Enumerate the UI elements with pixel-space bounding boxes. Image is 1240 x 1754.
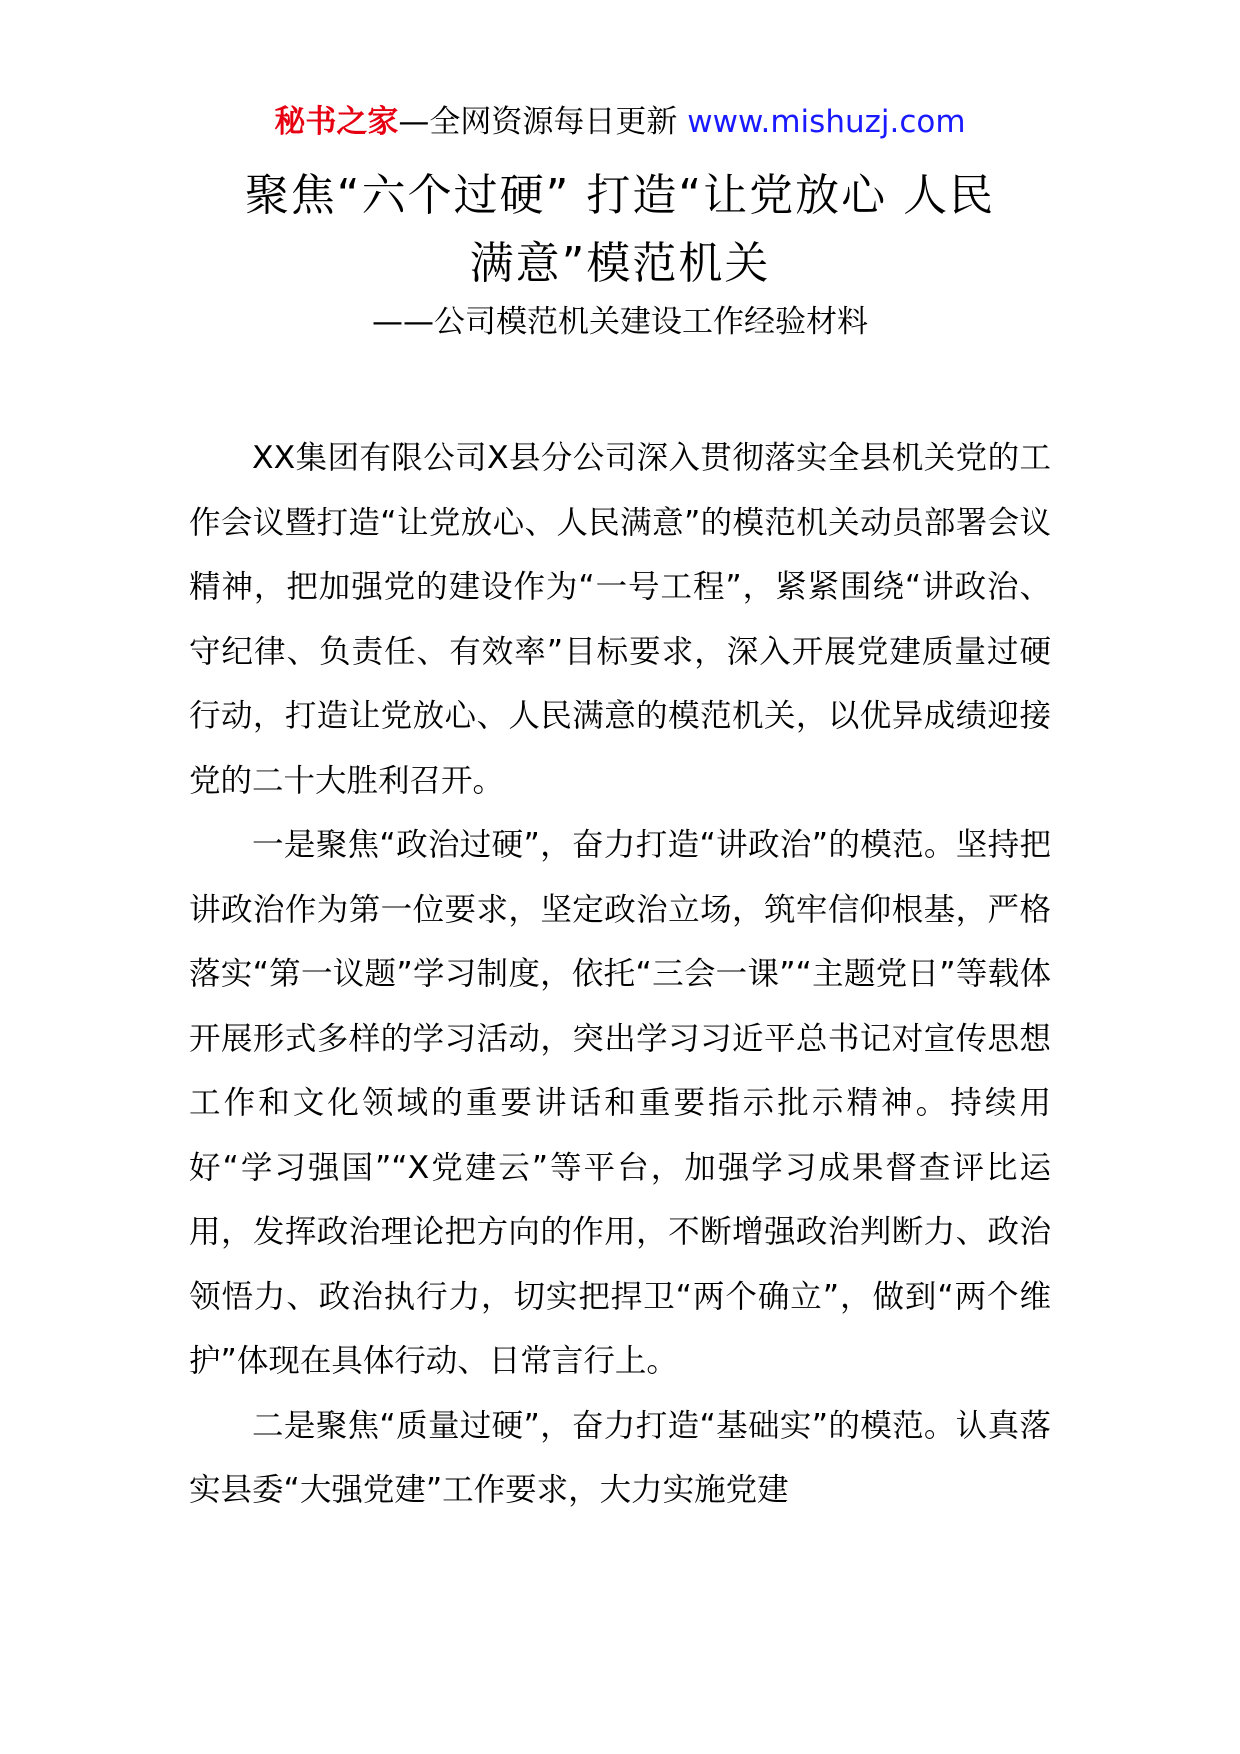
title-line-2: 满意”模范机关 <box>469 238 771 289</box>
document-subtitle: ——公司模范机关建设工作经验材料 <box>372 304 868 340</box>
brand-tagline: —全网资源每日更新 <box>398 104 688 140</box>
body-paragraph-political: 一是聚焦“政治过硬”，奋力打造“讲政治”的模范。坚持把讲政治作为第一位要求，坚定政治立场，筑牢信仰根基，严格落实“第一议题”学习制度，依托“三会一课”“主题党日”等载体开展形式多样的学习活动，突出学习习近平总书记对宣传思想工作和文化领域的重要讲话和重要指示批示精神。持续用好“学习强国”“X党建云”等平台，加强学习成果督查评比运用，发挥政治理论把方向的作用，不断增强政治判断力、政治领悟力、政治执行力，切实把捍卫“两个确立”，做到“两个维护”体现在具体行动、日常言行上。 <box>189 827 1051 1379</box>
body-paragraph-quality: 二是聚焦“质量过硬”，奋力打造“基础实”的模范。认真落实县委“大强党建”工作要求，大力实施党建 <box>189 1407 1051 1508</box>
brand-name: 秘书之家 <box>274 104 399 140</box>
site-url-link[interactable]: www.mishuzj.com <box>687 104 966 140</box>
document-title <box>150 162 1090 298</box>
title-line-1: 聚焦“六个过硬” 打造“让党放心 人民 <box>244 170 996 221</box>
document-body <box>189 426 1051 1523</box>
site-header-banner <box>0 100 1240 144</box>
body-paragraph-intro: XX集团有限公司X县分公司深入贯彻落实全县机关党的工作会议暨打造“让党放心、人民满意”的模范机关动员部署会议精神，把加强党的建设作为“一号工程”，紧紧围绕“讲政治、守纪律、负责任、有效率”目标要求，深入开展党建质量过硬行动，打造让党放心、人民满意的模范机关，以优异成绩迎接党的二十大胜利召开。 <box>189 440 1051 799</box>
